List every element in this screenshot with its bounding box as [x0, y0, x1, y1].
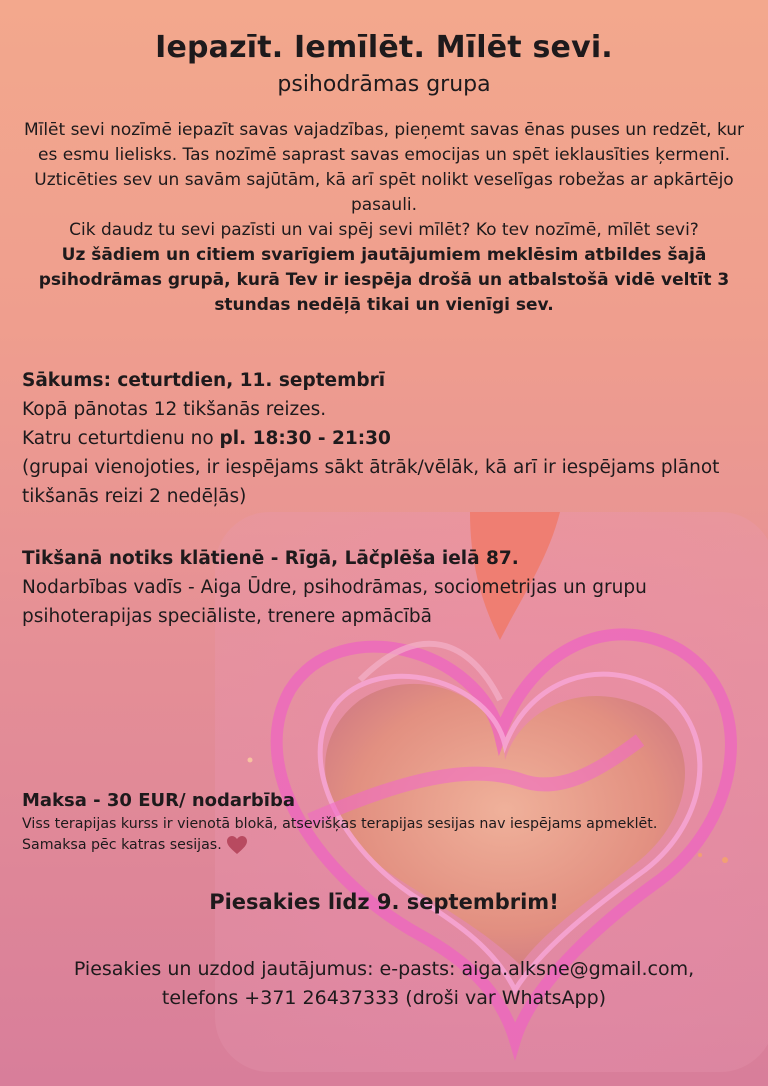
intro-section [22, 118, 746, 318]
contact-line-2: telefons +371 26437333 (droši var WhatsApp) [161, 987, 607, 1009]
price-note-1: Viss terapijas kurss ir vienotā blokā, atsevišķas terapijas sesijas nav iespējams apmeklēt. [22, 816, 658, 832]
intro-question: Cik daudz tu sevi pazīsti un vai spēj sevi mīlēt? Ko tev nozīmē, mīlēt sevi? [69, 220, 699, 240]
weekly-time: pl. 18:30 - 21:30 [219, 428, 391, 449]
page-subtitle: psihodrāmas grupa [277, 72, 491, 97]
schedule-note: (grupai vienojoties, ir iespējams sākt ātrāk/vēlāk, kā arī ir iespējams plānot tikšanās reizi 2 nedēļās) [22, 457, 720, 507]
price-note-2-line [22, 835, 762, 856]
intro-paragraph: Mīlēt sevi nozīmē iepazīt savas vajadzības, pieņemt savas ēnas puses un redzēt, kur es esmu lielisks. Tas nozīmē saprast savas emocijas un spēt ieklausīties ķermenī. Uzticēties sev un savām sajūtām, kā arī spēt nolikt veselīgas robežas ar apkārtējo pasauli. [23, 120, 745, 215]
location-place: Tikšanā notiks klātienē - Rīgā, Lāčplēša ielā 87. [22, 548, 519, 569]
start-date: Sākums: ceturtdien, 11. septembrī [22, 370, 386, 391]
location-section [22, 544, 752, 631]
page-title: Iepazīt. Iemīlēt. Mīlēt sevi. [155, 30, 613, 65]
contact-section [0, 955, 768, 1013]
deadline-heading: Piesakies līdz 9. septembrim! [209, 890, 559, 914]
price-section [22, 788, 762, 856]
intro-bold-statement: Uz šādiem un citiem svarīgiem jautājumiem meklēsim atbildes šajā psihodrāmas grupā, kurā Tev ir iespēja drošā un atbalstošā vidē veltīt 3 stundas nedēļā tikai un vienīgi sev. [38, 245, 730, 315]
weekly-time-line [22, 424, 752, 453]
session-count: Kopā pānotas 12 tikšanās reizes. [22, 399, 327, 420]
weekly-prefix: Katru ceturtdienu no [22, 428, 220, 449]
heart-icon [226, 835, 248, 855]
leader-info: Nodarbības vadīs - Aiga Ūdre, psihodrāmas, sociometrijas un grupu psihoterapijas speciāliste, trenere apmācībā [22, 577, 647, 627]
price-note-2: Samaksa pēc katras sesijas. [22, 837, 222, 853]
price-label: Maksa - 30 EUR/ nodarbība [22, 790, 295, 811]
contact-line-1: Piesakies un uzdod jautājumus: e-pasts: aiga.alksne@gmail.com, [73, 958, 695, 980]
schedule-section [22, 366, 752, 511]
